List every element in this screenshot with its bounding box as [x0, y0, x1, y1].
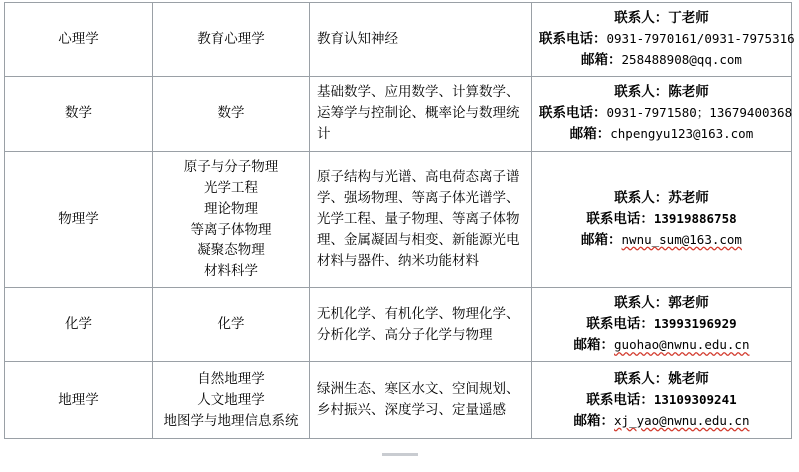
cell-major: [153, 362, 310, 439]
table-row: [5, 76, 792, 151]
contact-person-label: 联系人：: [614, 10, 669, 26]
table-row: [5, 3, 792, 77]
major-line: 理论物理: [204, 200, 258, 217]
major-line: 自然地理学: [197, 370, 265, 387]
cell-discipline: 地理学: [5, 362, 153, 439]
major-line: 地图学与地理信息系统: [163, 412, 299, 429]
contact-phone-line: [539, 390, 784, 411]
cell-contact: [532, 362, 792, 439]
cell-direction: [310, 288, 532, 362]
direction-line: 分析化学、高分子化学与物理: [317, 326, 493, 343]
contact-person: 姚老师: [668, 370, 709, 387]
contact-phone-label: 联系电话：: [586, 391, 654, 408]
cell-direction: [310, 362, 532, 439]
contact-email-line: [539, 50, 784, 71]
direction-line: 绿洲生态、寒区水文、空间规划、: [317, 381, 520, 398]
cell-discipline: 数学: [5, 76, 153, 151]
contact-person: 丁老师: [668, 10, 709, 26]
contact-person: 苏老师: [668, 190, 709, 207]
contact-email-label: 邮箱：: [581, 231, 622, 248]
contact-person-line: [539, 82, 784, 103]
table-row: [5, 362, 792, 439]
cell-major: [153, 76, 310, 151]
major-line: 原子与分子物理: [183, 158, 279, 175]
direction-line: 乡村振兴、深度学习、定量遥感: [317, 402, 506, 419]
contact-phone-line: [539, 29, 795, 50]
contact-phone-label: 联系电话：: [586, 316, 654, 333]
contact-phone: 13919886758: [653, 211, 737, 227]
contact-email: 258488908@qq.com: [621, 51, 742, 67]
direction-line: 计: [317, 126, 331, 143]
contact-email-line: [539, 124, 784, 145]
cell-contact: [532, 151, 792, 288]
direction-line: 理、金属凝固与相变、新能源光电: [317, 231, 520, 248]
table-row: [5, 288, 792, 362]
contact-phone: 13109309241: [653, 391, 737, 407]
contact-phone-line: [539, 314, 784, 335]
cell-discipline: 心理学: [5, 3, 153, 77]
direction-line: 无机化学、有机化学、物理化学、: [317, 305, 520, 322]
contact-email-line: [539, 335, 784, 356]
direction-line: 材料与器件、纳米功能材料: [317, 252, 479, 269]
contact-email-label: 邮箱：: [581, 51, 622, 68]
contact-email-line: [539, 411, 784, 432]
cell-major: [153, 3, 310, 77]
page-bottom-bar: [382, 453, 418, 456]
contact-phone: 13993196929: [653, 316, 737, 332]
major-line: 人文地理学: [197, 391, 265, 408]
cell-major: [153, 151, 310, 288]
contact-email-line: [539, 230, 784, 251]
direction-line: 基础数学、应用数学、计算数学、: [317, 84, 520, 101]
major-line: 数学: [217, 105, 245, 122]
major-line: 化学: [217, 316, 245, 333]
cell-contact: [532, 288, 792, 362]
cell-contact: [532, 76, 792, 151]
contact-email-label: 邮箱：: [569, 126, 611, 143]
contact-person-label: 联系人：: [614, 370, 669, 387]
cell-major: [153, 288, 310, 362]
contact-email: guohao@nwnu.edu.cn: [614, 337, 750, 353]
cell-discipline: 物理学: [5, 151, 153, 288]
major-line: 材料科学: [204, 263, 258, 280]
cell-discipline: 化学: [5, 288, 153, 362]
major-line: 凝聚态物理: [197, 242, 265, 259]
contact-phone-label: 联系电话：: [539, 30, 607, 47]
contact-email: xj_yao@nwnu.edu.cn: [614, 412, 750, 428]
contact-email: nwnu_sum@163.com: [621, 231, 742, 247]
direction-line: 运筹学与控制论、概率论与数理统: [317, 105, 520, 122]
contact-phone-line: [539, 103, 793, 124]
cell-direction: [310, 3, 532, 77]
contact-person-line: [539, 188, 784, 209]
subject-contact-table: [4, 2, 795, 439]
direction-line: 原子结构与光谱、高电荷态离子谱: [317, 169, 520, 186]
contact-person-line: [539, 369, 784, 390]
contact-person-line: [539, 8, 784, 29]
table-row: [5, 151, 792, 288]
direction-line: 光学工程、量子物理、等离子体物: [317, 211, 520, 228]
contact-phone-label: 联系电话：: [586, 211, 654, 228]
direction-line: 学、强场物理、等离子体光谱学、: [317, 190, 520, 207]
contact-email-label: 邮箱：: [573, 337, 615, 354]
page-bottom-mark: [0, 453, 799, 459]
cell-contact: [532, 3, 795, 77]
contact-person-label: 联系人：: [614, 190, 669, 207]
contact-person-label: 联系人：: [614, 295, 669, 312]
contact-phone: 0931-7971580；13679400368: [606, 105, 793, 121]
major-line: 等离子体物理: [190, 221, 272, 238]
cell-direction: [310, 151, 532, 288]
document-page: [0, 2, 799, 459]
contact-person-label: 联系人：: [614, 84, 669, 101]
contact-phone: 0931-7970161/0931-7975316: [606, 30, 795, 46]
major-line: 光学工程: [204, 179, 258, 196]
contact-person: 郭老师: [668, 295, 709, 312]
contact-email-label: 邮箱：: [573, 412, 615, 429]
direction-line: 教育认知神经: [317, 30, 398, 47]
cell-direction: [310, 76, 532, 151]
contact-email: chpengyu123@163.com: [610, 126, 754, 142]
contact-phone-label: 联系电话：: [539, 105, 607, 122]
major-line: 教育心理学: [197, 30, 265, 47]
contact-person-line: [539, 293, 784, 314]
contact-phone-line: [539, 209, 784, 230]
contact-person: 陈老师: [668, 84, 709, 101]
